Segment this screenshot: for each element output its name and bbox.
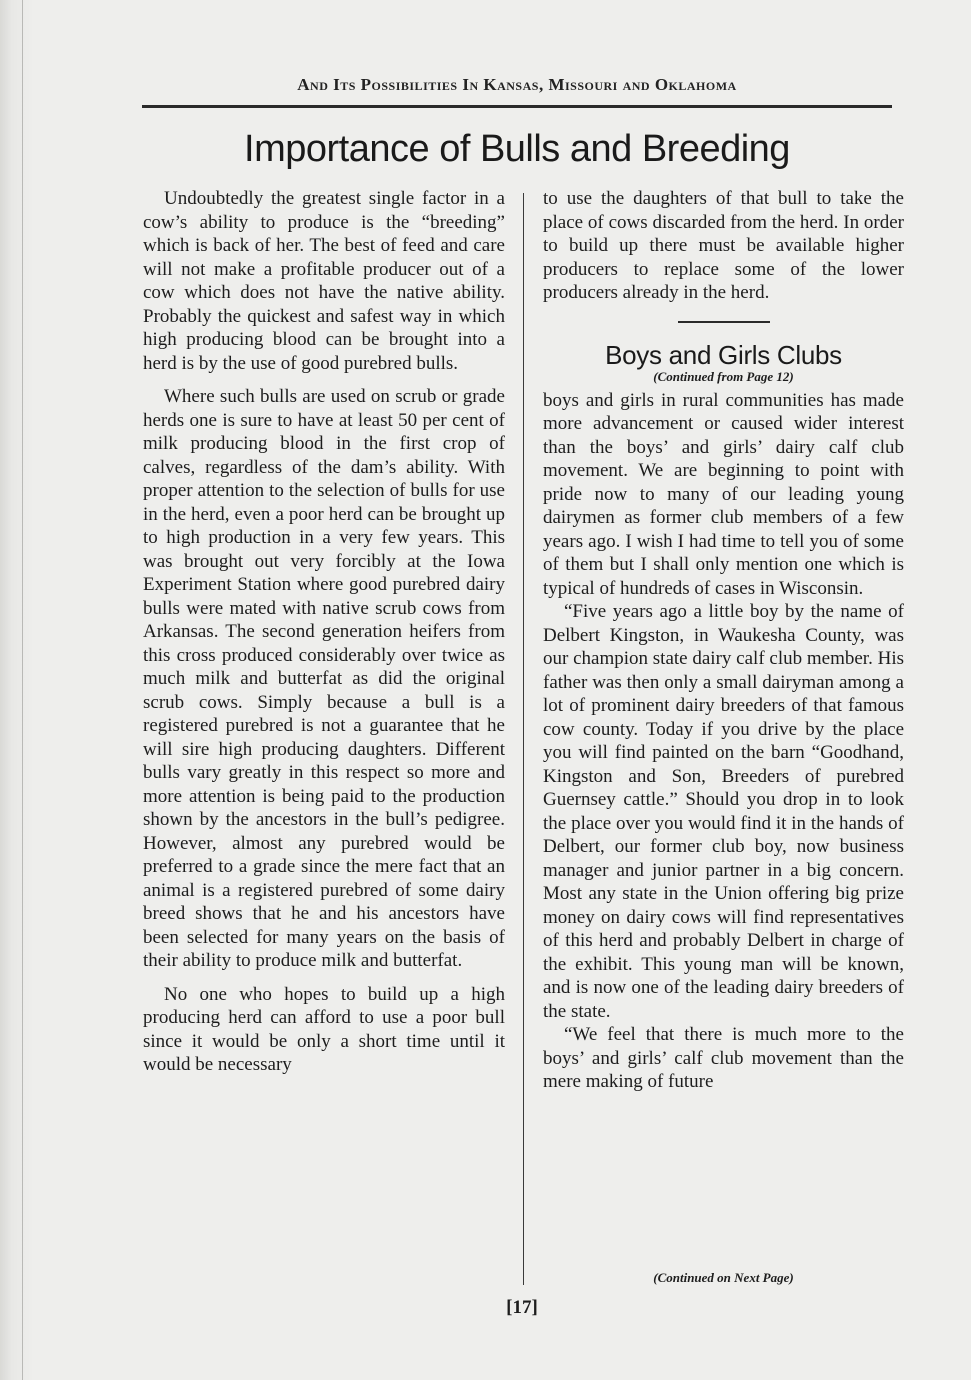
right-paragraph-2: “Five years ago a little boy by the name of Delbert Kingston, in Waukesha County, was our champion state dairy calf club member. His father was then only a small dairyman among a lot of prominent dairy breeders of that famous cow county. Today if you drive by the place you will find painted on the barn “Goodhand, Kingston and Son, Breeders of purebred Guernsey cattle.” Should you drop in to look the place over you would find it in the hands of Delbert, our former club boy, now business manager and junior partner in a big concern. Most any state in the Union offering big prize money on dairy cows will find representatives of this herd and probably Delbert in charge of the exhibit. This young man will be known, and is now one of the leading dairy breeders of the state. (543, 601, 904, 1022)
page-number: [17] (506, 1297, 538, 1318)
running-head: And Its Possibilities In Kansas, Missouri and Oklahoma (297, 75, 737, 94)
continued-from-note: (Continued from Page 12) (653, 368, 794, 384)
right-paragraph-3: “We feel that there is much more to the boys’ and girls’ calf club movement than the mere making of future (543, 1024, 904, 1092)
binding-crease (22, 0, 23, 1380)
column-divider (523, 193, 524, 1285)
right-continuation-paragraph: to use the daughters of that bull to take the place of cows discarded from the herd. In order to build up there must be available higher producers to replace some of the lower producers already in the herd. (543, 188, 904, 303)
left-paragraph-2: Where such bulls are used on scrub or grade herds one is sure to have at least 50 per cent of milk producing blood in the first crop of calves, regardless of the dam’s ability. With proper attention to the selection of bulls for use in the herd, even a poor herd can be brought up to high production in a very few years. This was brought out very forcibly at the Iowa Experiment Station where good purebred dairy bulls were mated with native scrub cows from Arkansas. The second generation heifers from this cross produced considerably over twice as much milk and butterfat as did the original scrub cows. Simply because a bull is a registered purebred is not a guarantee that he will sire high producing daughters. Different bulls vary greatly in this respect so more and more attention is being paid to the production shown by the ancestors in the bull’s pedigree. However, almost any purebred would be preferred to a grade since the mere fact that an animal is a registered purebred of some dairy breed shows that he and his ancestors have been selected for many years on the basis of their ability to produce milk and butterfat. (143, 386, 505, 971)
left-paragraph-1: Undoubtedly the greatest single factor in a cow’s ability to produce is the “breeding” which is back of her. The best of feed and care will not make a profitable producer out of a cow which does not have the native ability. Probably the quickest and safest way in which high producing blood can be brought into a herd is by the use of good purebred bulls. (143, 188, 505, 374)
article-title: Importance of Bulls and Breeding (244, 128, 790, 170)
page-binding-edge (0, 0, 34, 1380)
section-divider (678, 321, 770, 323)
right-paragraph-1: boys and girls in rural communities has made more advancement or caused wider interest than the boys’ and girls’ dairy calf club movement. We are beginning to point with pride now to many of our leading young dairymen as former club members of a few years ago. I wish I had time to tell you of some of them but I shall only mention one which is typical of hundreds of cases in Wisconsin. (543, 389, 904, 599)
left-paragraph-3: No one who hopes to build up a high producing herd can afford to use a poor bull since it would be only a short time until it would be necessary (143, 983, 505, 1075)
left-column (143, 187, 505, 1087)
continued-next-note: (Continued on Next Page) (653, 1270, 794, 1285)
header-rule (142, 105, 892, 108)
section-title: Boys and Girls Clubs (605, 339, 842, 370)
right-column (543, 187, 904, 1094)
